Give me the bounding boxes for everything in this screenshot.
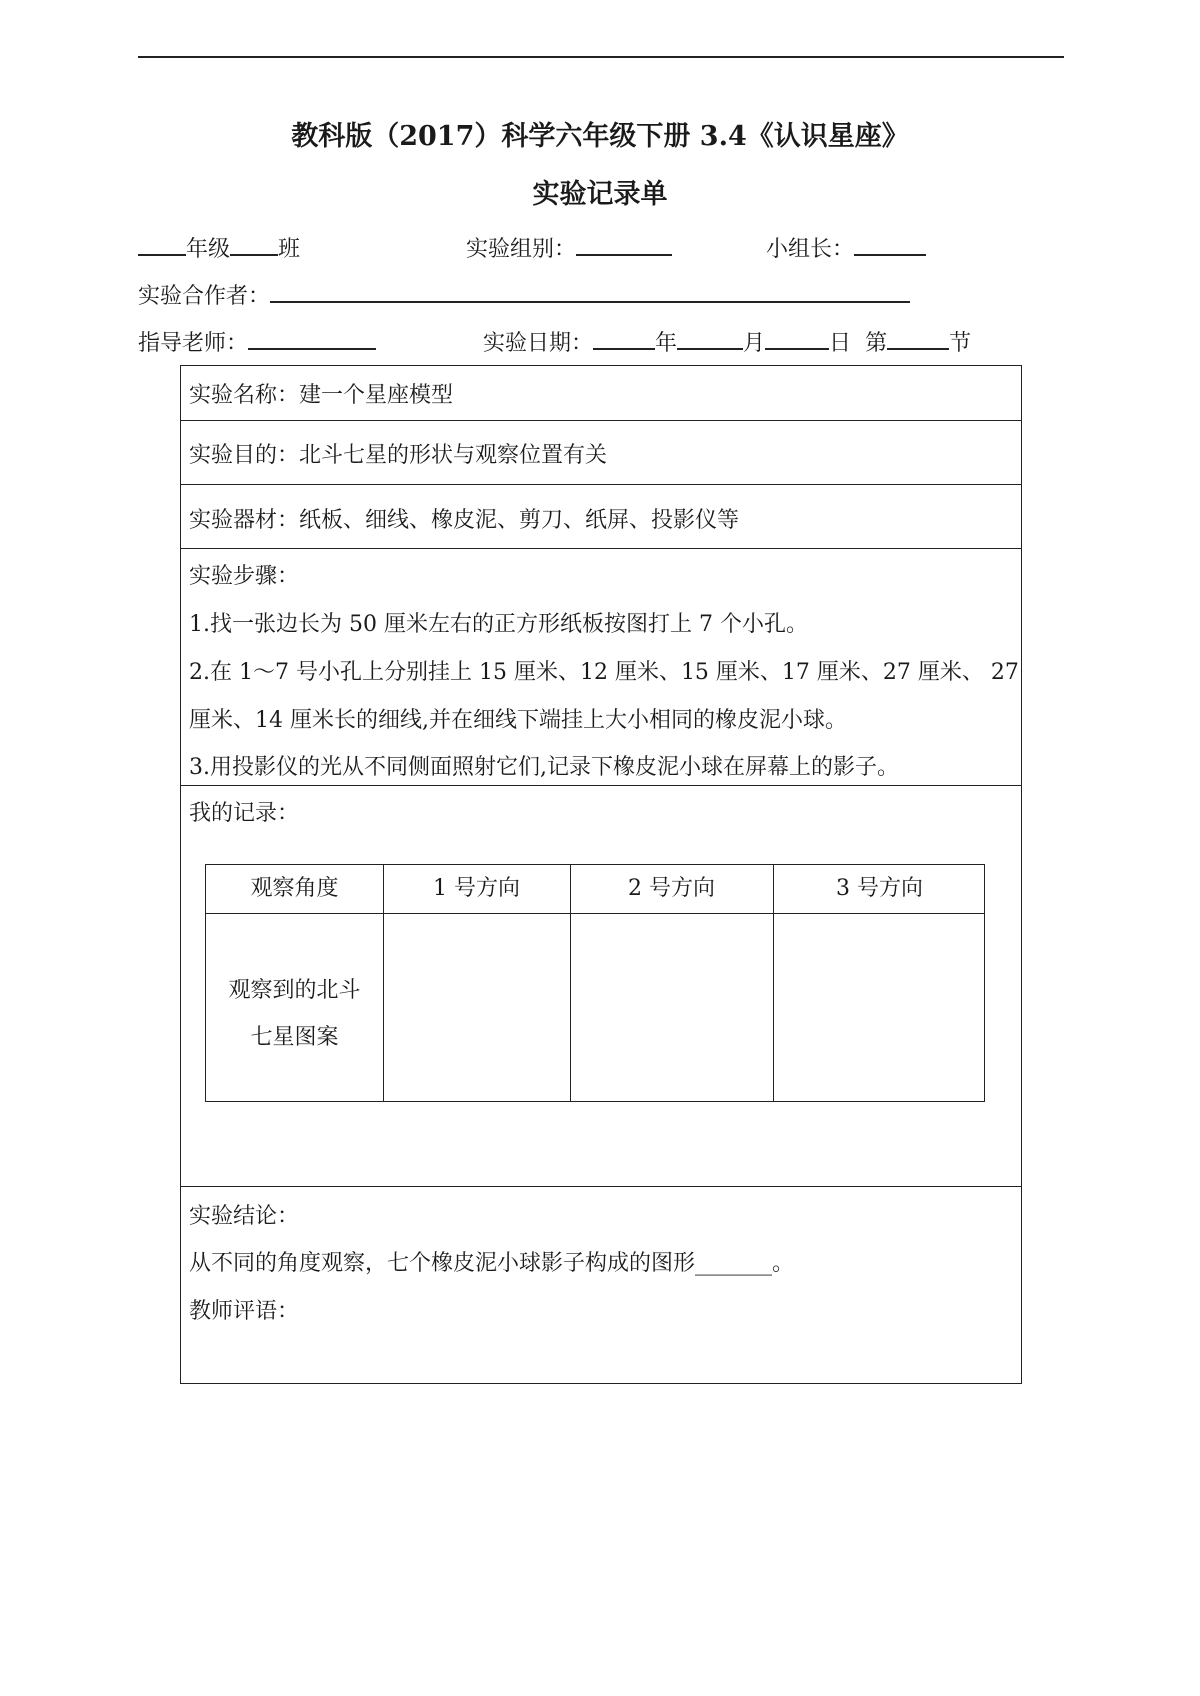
header-direction-3: 3 号方向 xyxy=(836,876,923,901)
document-title: 教科版（2017）科学六年级下册 3.4《认识星座》 xyxy=(291,121,909,152)
observation-table xyxy=(205,864,985,1102)
period-prefix: 第 xyxy=(865,331,888,356)
partners-blank[interactable] xyxy=(270,279,910,303)
period-blank[interactable] xyxy=(887,326,949,350)
direction-3-drawing-area[interactable] xyxy=(774,915,984,1101)
document-subtitle: 实验记录单 xyxy=(532,179,668,210)
steps-label: 实验步骤： xyxy=(189,564,300,589)
class-label: 班 xyxy=(278,237,301,262)
partners-label: 实验合作者： xyxy=(138,284,271,309)
name-row xyxy=(181,366,1021,421)
group-blank[interactable] xyxy=(576,232,672,256)
record-label: 我的记录： xyxy=(189,801,300,826)
experiment-purpose: 实验目的：北斗七星的形状与观察位置有关 xyxy=(189,443,608,468)
conclusion-row xyxy=(181,1187,1021,1385)
partners-line xyxy=(138,279,910,310)
conclusion-text: 从不同的角度观察，七个橡皮泥小球影子构成的图形_______。 xyxy=(189,1251,795,1276)
conclusion-label: 实验结论： xyxy=(189,1204,300,1229)
group-line xyxy=(466,232,672,263)
grade-label: 年级 xyxy=(186,237,231,262)
grade-class-line xyxy=(138,232,300,263)
grade-blank[interactable] xyxy=(138,232,186,256)
experiment-card xyxy=(180,365,1022,1384)
leader-line xyxy=(766,232,926,263)
leader-blank[interactable] xyxy=(854,232,926,256)
top-rule xyxy=(138,56,1064,58)
step-1: 1.找一张边长为 50 厘米左右的正方形纸板按图打上 7 个小孔。 xyxy=(189,612,808,637)
pattern-label-line-2: 七星图案 xyxy=(250,1025,339,1050)
pattern-label-line-1: 观察到的北斗 xyxy=(228,978,361,1003)
steps-row xyxy=(181,549,1021,786)
day-blank[interactable] xyxy=(765,326,829,350)
group-label: 实验组别： xyxy=(466,237,577,262)
step-3: 3.用投影仪的光从不同侧面照射它们,记录下橡皮泥小球在屏幕上的影子。 xyxy=(189,755,899,780)
purpose-row xyxy=(181,421,1021,485)
date-label: 实验日期： xyxy=(483,331,594,356)
header-direction-2: 2 号方向 xyxy=(628,876,715,901)
direction-2-drawing-area[interactable] xyxy=(571,915,772,1101)
month-label: 月 xyxy=(743,331,766,356)
year-blank[interactable] xyxy=(593,326,655,350)
experiment-name: 实验名称：建一个星座模型 xyxy=(189,383,454,408)
step-2-line-1: 2.在 1～7 号小孔上分别挂上 15 厘米、12 厘米、15 厘米、17 厘米、27 厘米、 27 xyxy=(189,660,1019,685)
direction-1-drawing-area[interactable] xyxy=(384,915,569,1101)
month-blank[interactable] xyxy=(677,326,743,350)
materials-row xyxy=(181,485,1021,549)
step-2-line-2: 厘米、14 厘米长的细线,并在细线下端挂上大小相同的橡皮泥小球。 xyxy=(189,708,847,733)
teacher-comment-label: 教师评语： xyxy=(189,1299,300,1324)
year-label: 年 xyxy=(655,331,678,356)
header-angle: 观察角度 xyxy=(250,876,339,901)
teacher-blank[interactable] xyxy=(248,326,376,350)
record-row xyxy=(181,786,1021,1187)
leader-label: 小组长： xyxy=(766,237,855,262)
date-line xyxy=(483,326,971,357)
pattern-row-label xyxy=(206,913,383,1103)
teacher-line xyxy=(138,326,376,357)
teacher-label: 指导老师： xyxy=(138,331,249,356)
day-label: 日 xyxy=(829,331,852,356)
experiment-materials: 实验器材：纸板、细线、橡皮泥、剪刀、纸屏、投影仪等 xyxy=(189,508,740,533)
header-direction-1: 1 号方向 xyxy=(433,876,520,901)
period-label: 节 xyxy=(949,331,972,356)
class-blank[interactable] xyxy=(230,232,278,256)
